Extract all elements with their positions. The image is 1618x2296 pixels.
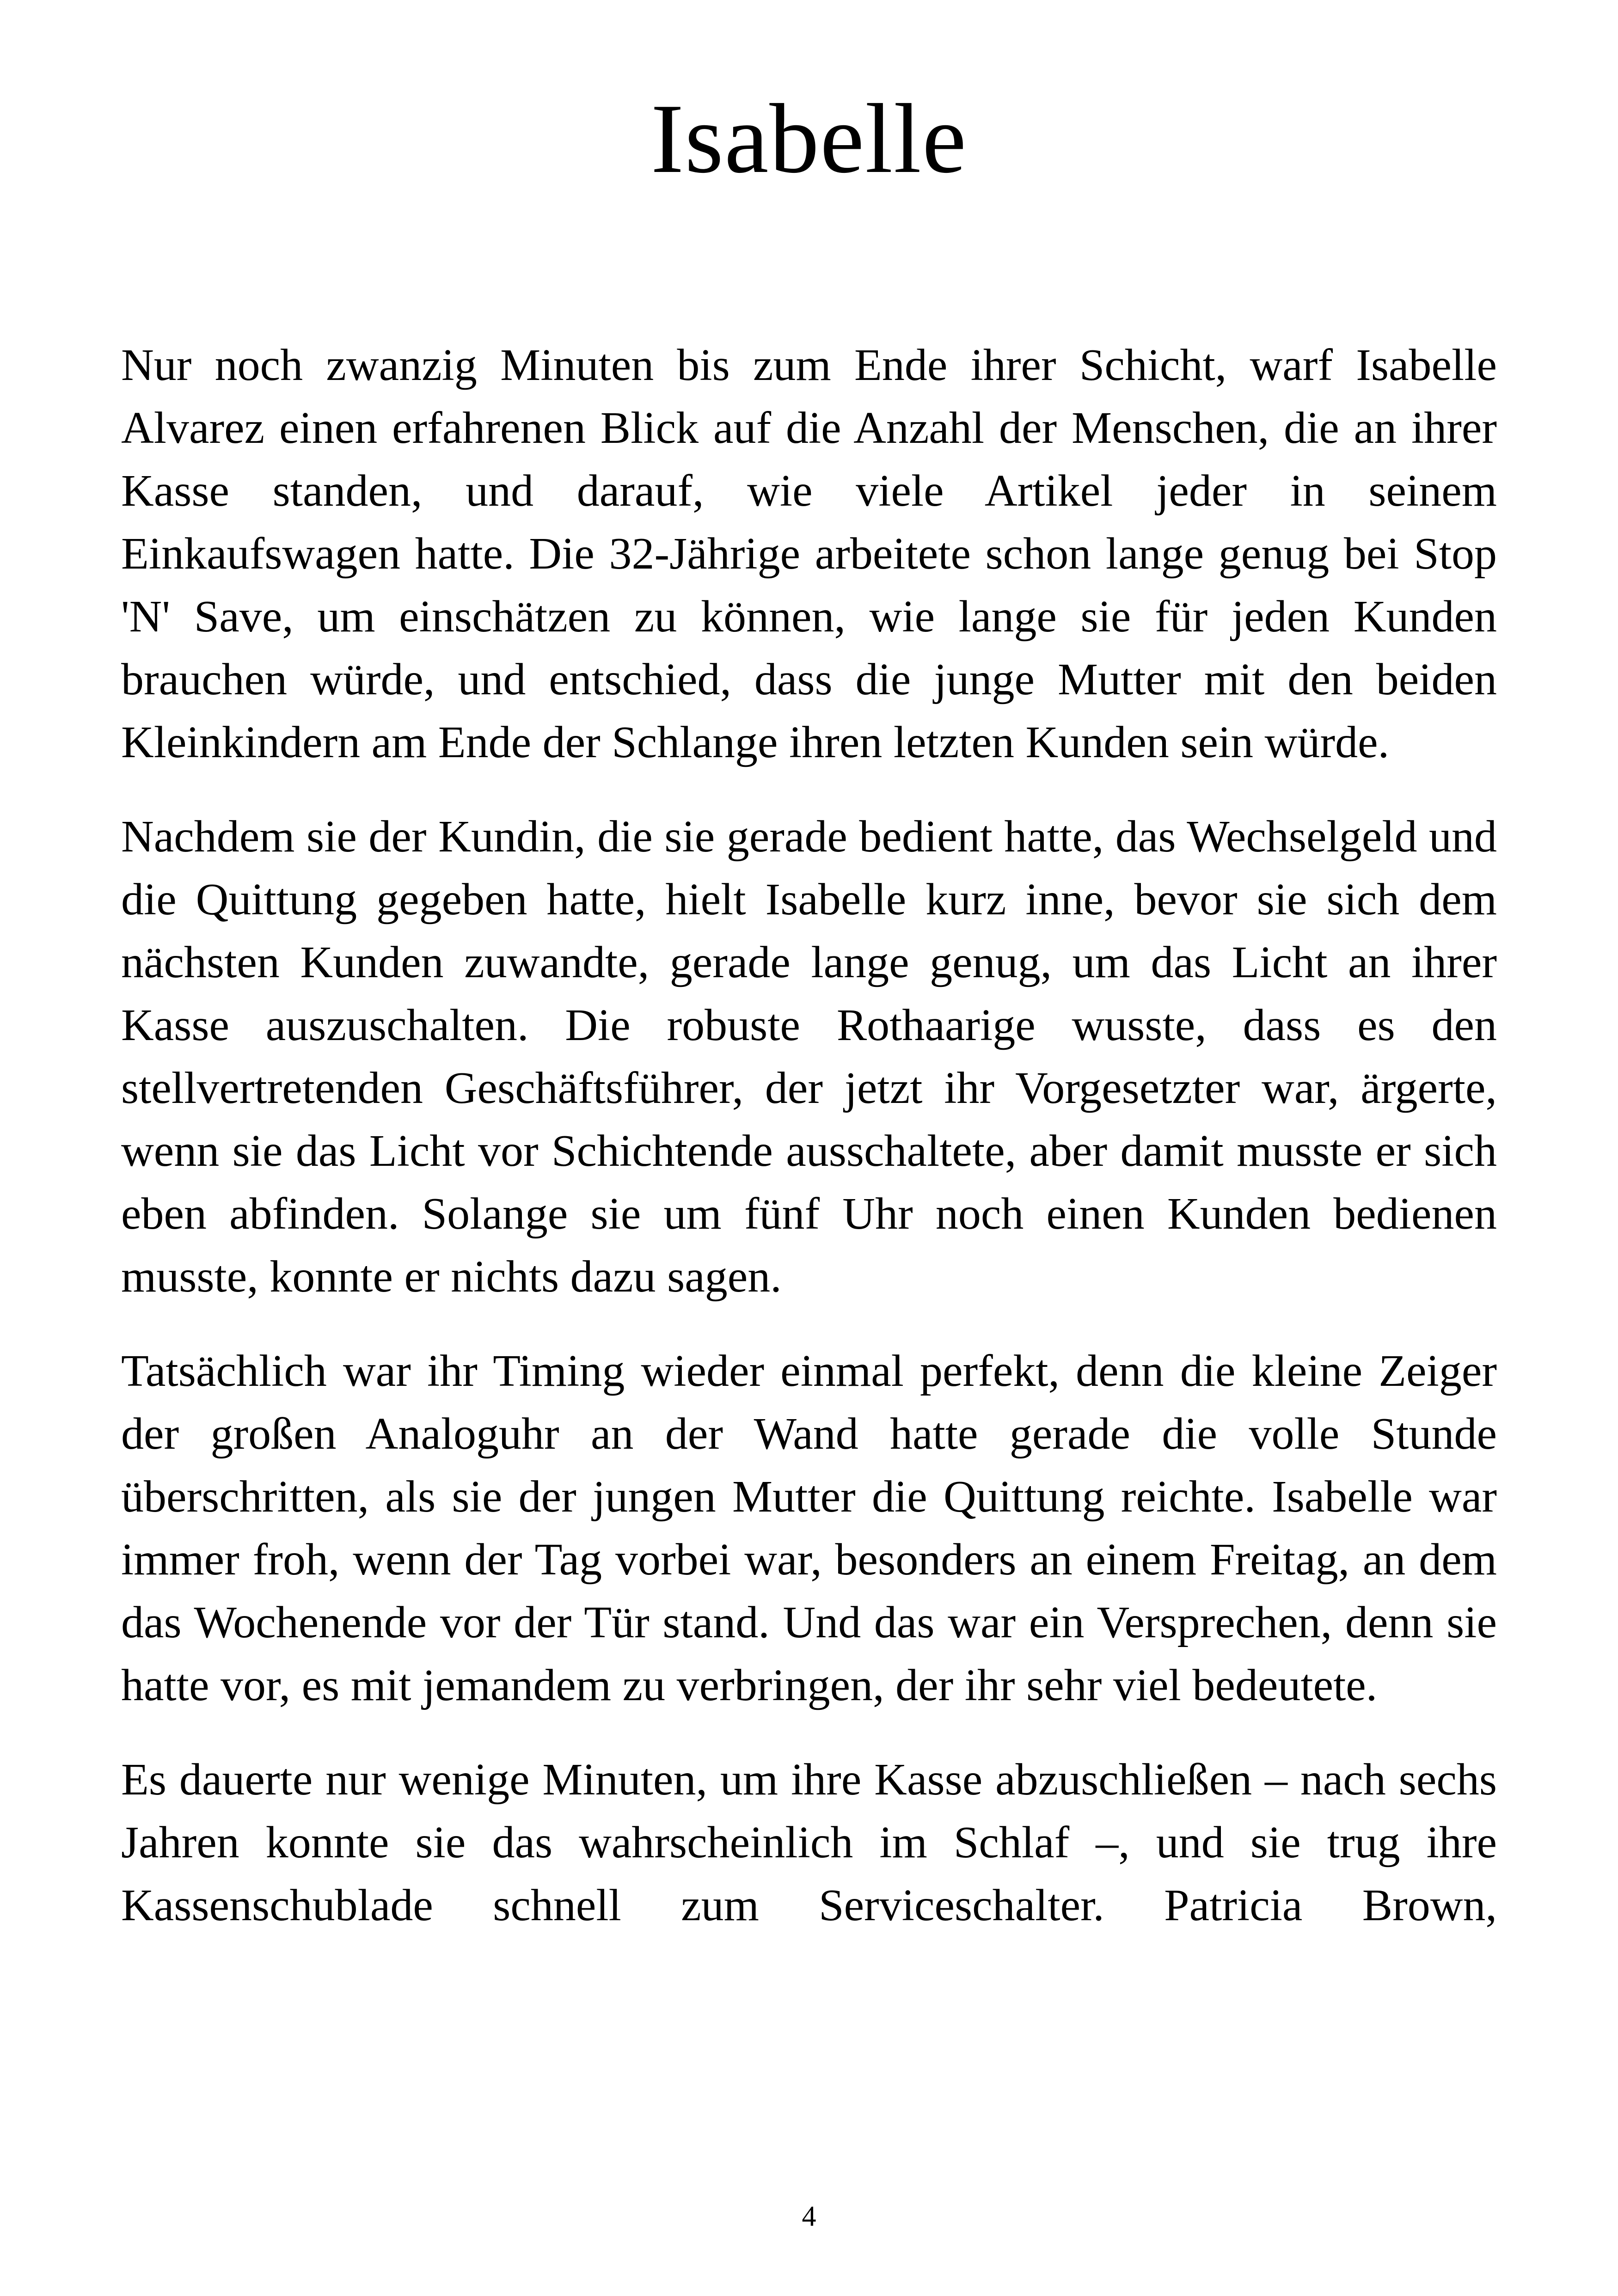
paragraph: Nur noch zwanzig Minuten bis zum Ende ihrer Schicht, warf Isabelle Alvarez einen erfahrenen Blick auf die Anzahl der Menschen, die an ihrer Kasse standen, und darauf, wie viele Artikel jeder in seinem Einkaufswagen hatte. Die 32-Jährige arbeitete schon lange genug bei Stop 'N' Save, um einschätzen zu können, wie lange sie für jeden Kunden brauchen würde, und entschied, dass die junge Mutter mit den beiden Kleinkindern am Ende der Schlange ihren letzten Kunden sein würde. (121, 340, 1497, 767)
paragraph-continued: Es dauerte nur wenige Minuten, um ihre Kasse abzuschließen – nach sechs Jahren konnte sie das wahrscheinlich im Schlaf –, und sie trug ihre Kassenschublade schnell zum Serviceschalter. Patricia Brown, (121, 1755, 1497, 1930)
page-number: 4 (802, 2201, 816, 2232)
chapter-title: Isabelle (650, 83, 968, 194)
paragraph: Nachdem sie der Kundin, die sie gerade bedient hatte, das Wechselgeld und die Quittung gegeben hatte, hielt Isabelle kurz inne, bevor sie sich dem nächsten Kunden zuwandte, gerade lange genug, um das Licht an ihrer Kasse auszuschalten. Die robuste Rothaarige wusste, dass es den stellvertretenden Geschäftsführer, der jetzt ihr Vorgesetzter war, ärgerte, wenn sie das Licht vor Schichtende ausschaltete, aber damit musste er sich eben abfinden. Solange sie um fünf Uhr noch einen Kunden bedienen musste, konnte er nichts dazu sagen. (121, 812, 1497, 1302)
paragraph: Tatsächlich war ihr Timing wieder einmal perfekt, denn die kleine Zeiger der großen Analoguhr an der Wand hatte gerade die volle Stunde überschritten, als sie der jungen Mutter die Quittung reichte. Isabelle war immer froh, wenn der Tag vorbei war, besonders an einem Freitag, an dem das Wochenende vor der Tür stand. Und das war ein Versprechen, denn sie hatte vor, es mit jemandem zu verbringen, der ihr sehr viel bedeutete. (121, 1346, 1497, 1710)
body-text (121, 334, 1497, 1968)
